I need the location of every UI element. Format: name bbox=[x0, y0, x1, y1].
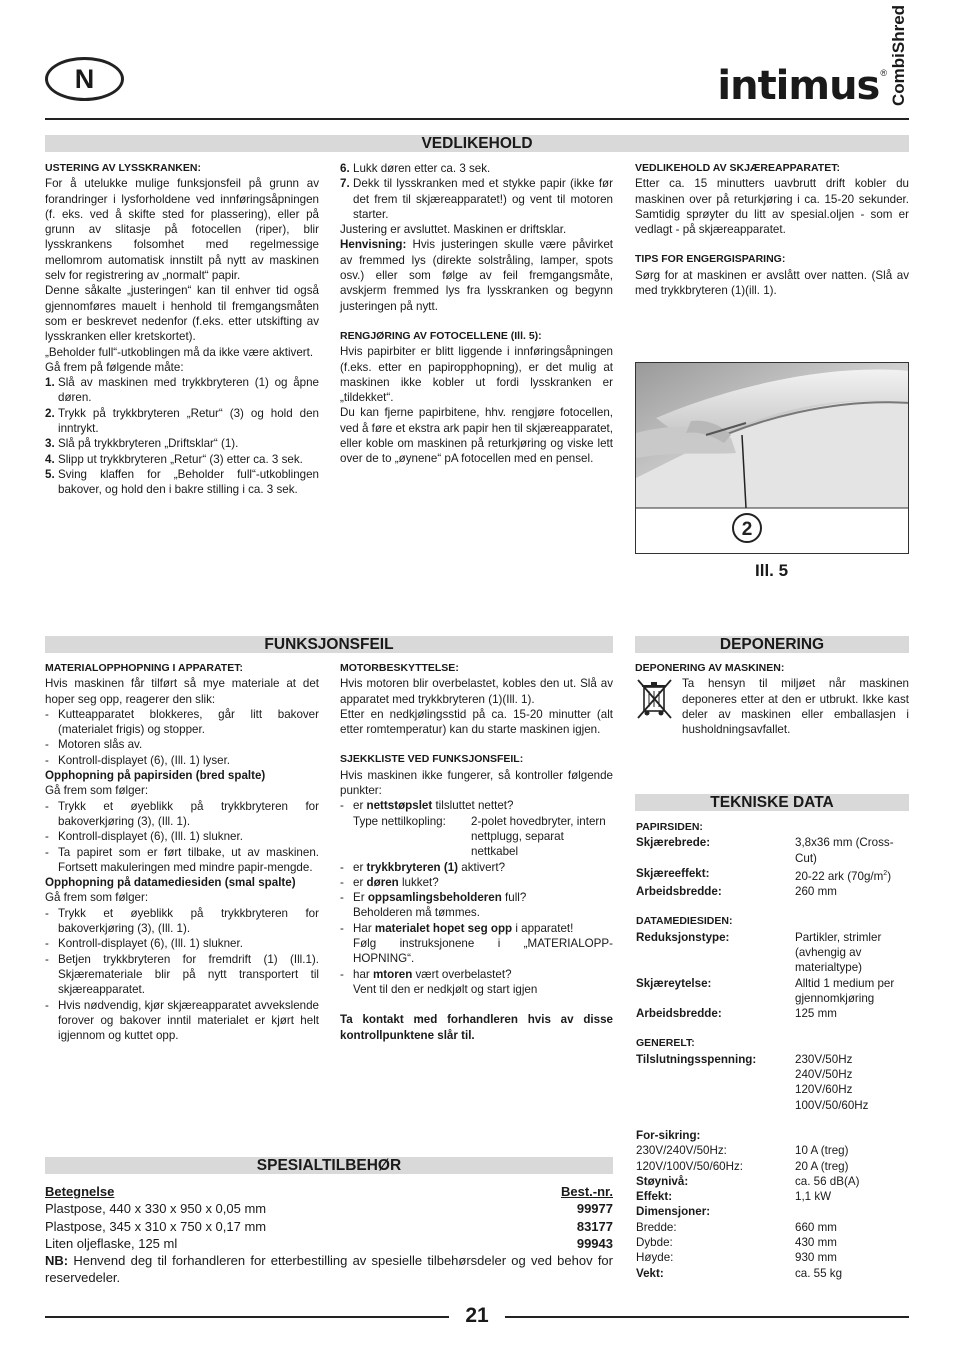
list-item: - Kontroll-displayet (6), (Ill. 1) lyser. bbox=[45, 753, 231, 767]
connection-type: Type nettilkopling: 2-polet hovedbryter, intern nettplugg, separat nettkabel bbox=[353, 814, 606, 859]
subheading: MATERIALOPPHOPNING I APPARATET: bbox=[45, 662, 243, 674]
list-item: 3. Slå på trykkbryteren „Driftsklar“ (1). bbox=[45, 437, 239, 451]
funksjonsfeil-column-1 bbox=[45, 661, 319, 1043]
checklist-item: - er trykkbryteren (1) aktivert? bbox=[340, 860, 506, 874]
reorder-note: NB: Henvend deg til forhandleren for etterbestilling av spesielle tilbehørsdeler og ved behov for reservedeler. bbox=[45, 1253, 613, 1286]
paragraph: Hvis maskinen ikke fungerer, så kontroller følgende punkter: bbox=[340, 768, 613, 798]
table-row: Høyde: 930 mm bbox=[636, 1251, 837, 1265]
checklist-item: - Er oppsamlingsbeholderen full? Beholderen må tømmes. bbox=[340, 891, 527, 920]
list-item: - Kutteapparatet blokkeres, går litt bakover (materialet frigis) og stopper. bbox=[45, 707, 319, 737]
paragraph: Gå frem som følger: bbox=[45, 784, 149, 798]
paragraph: Etter en nedkjølingsstid på ca. 15-20 minutter (alt etter romtemperatur) kan du starte maskinen igjen. bbox=[340, 707, 613, 737]
list-item: 5. Sving klaffen for „Beholder full“-utkoblingen bakover, og hold den i bakre stilling i ca. 3 sek. bbox=[45, 467, 319, 497]
table-row: Plastpose, 345 x 310 x 750 x 0,17 mm 83177 bbox=[45, 1218, 613, 1234]
table-row: Liten oljeflaske, 125 ml 99943 bbox=[45, 1235, 613, 1251]
list-item: - Kontroll-displayet (6), (Ill. 1) slukner. bbox=[45, 937, 243, 951]
deponering-content bbox=[635, 661, 909, 737]
list-item: 1. Slå av maskinen med trykkbryteren (1) og åpne døren. bbox=[45, 376, 319, 405]
subheading: GENERELT: bbox=[636, 1037, 695, 1050]
table-row: Tilslutningsspenning: 230V/50Hz 240V/50Hz 120V/60Hz 100V/50/60Hz bbox=[636, 1052, 869, 1112]
illustration-caption: Ill. 5 bbox=[755, 561, 789, 580]
list-item: 6. Lukk døren etter ca. 3 sek. bbox=[340, 162, 491, 175]
table-row: Skjæreytelse: Alltid 1 medium per gjennomkjøring bbox=[636, 976, 895, 1005]
checklist-item: - er nettstøpslet tilsluttet nettet? bbox=[340, 799, 514, 813]
subheading: Opphopning på papirsiden (bred spalte) bbox=[45, 769, 266, 783]
paragraph: Sørg for at maskinen er avslått over natten. (Slå av med trykkbryteren (1)(ill. 1). bbox=[635, 268, 909, 298]
table-row: Arbeidsbredde: 125 mm bbox=[636, 1007, 837, 1021]
list-item: 7. Dekk til lysskranken med et stykke papir (ikke før det frem til skjæreapparatet!) og vent til motoren starter. bbox=[340, 177, 613, 221]
checklist-item: - har mtoren vært overbelastet? Vent til den er nedkjølt og start igjen bbox=[340, 967, 538, 996]
logo-registered-mark: ® bbox=[880, 68, 887, 78]
subheading: MOTORBESKYTTELSE: bbox=[340, 662, 459, 674]
subheading: SJEKKLISTE VED FUNKSJONSFEIL: bbox=[340, 753, 524, 766]
closing-note: Ta kontakt med forhandleren hvis av disse kontrollpunktene slår til. bbox=[340, 1013, 613, 1042]
checklist-item: - Har materialet hopet seg opp i apparatet! Følg instruksjonene i „MATERIALOPP-HOPNING“. bbox=[340, 921, 613, 966]
paragraph: „Beholder full“-utkoblingen må da ikke være aktivert. bbox=[45, 345, 314, 359]
subheading: VEDLIKEHOLD AV SKJÆREAPPARATET: bbox=[635, 162, 840, 174]
table-row: Skjæreeffekt: 20-22 ark $(70g/m^2)$ bbox=[636, 866, 892, 883]
section-heading-deponering: DEPONERING bbox=[635, 636, 909, 653]
section-heading-funksjonsfeil: FUNKSJONSFEIL bbox=[45, 636, 613, 653]
footer-rule-right bbox=[505, 1316, 909, 1318]
table-row: Vekt: ca. 55 kg bbox=[636, 1266, 843, 1280]
crossed-out-wheelie-bin-icon bbox=[635, 677, 675, 721]
paragraph: Justering er avsluttet. Maskinen er driftsklar. bbox=[340, 223, 567, 237]
paragraph: Ta hensyn til miljøet når maskinen deponeres etter at den er utbrukt. Ikke kast deler av maskinen eller emballasjen i husholdningsavfallet. bbox=[682, 677, 909, 737]
subheading: For-sikring: bbox=[636, 1128, 701, 1142]
illustration-5-photo bbox=[635, 362, 909, 554]
table-row: Effekt: 1,1 kW bbox=[636, 1190, 832, 1204]
section-heading-vedlikehold: VEDLIKEHOLD bbox=[45, 135, 909, 152]
table-row: Plastpose, 440 x 330 x 950 x 0,05 mm 99977 bbox=[45, 1201, 613, 1217]
paragraph: Hvis papirbiter er blitt liggende i innføringsåpningen (f.eks. etter en papiropphopning), er det mulig at maskinen ikke kobler ut fordi lysskranken er „tildekket“. bbox=[340, 345, 613, 405]
list-item: 2. Trykk på trykkbryteren „Retur“ (3) og hold den inntrykt. bbox=[45, 406, 319, 436]
paragraph: Etter ca. 15 minutters uavbrutt drift kobler du maskinen over på returkjøring i ca. 15-20 sekunder. Samtidig sprøyter du litt av spesial.oljen - som er vedlagt - på skjæreapparatet. bbox=[635, 177, 909, 237]
list-item: - Betjen trykkbryteren for fremdrift (1) (Ill.1). Skjæremateriale blir på nytt transportert til skjæreapparatet. bbox=[45, 952, 319, 997]
brand-logo bbox=[717, 4, 908, 109]
list-item: - Trykk et øyeblikk på trykkbryteren for bakoverkjøring (3), (Ill. 1). bbox=[45, 799, 319, 828]
table-row: Reduksjonstype: Partikler, strimler (avhengig av materialtype) bbox=[636, 930, 882, 975]
list-item: - Ta papiret som er ført tilbake, ut av maskinen. Fortsett makuleringen med mindre papir-mengde. bbox=[45, 845, 319, 874]
paragraph: Henvisning: Hvis justeringen skulle være påvirket av fremmed lys (direkte solstråling, lamper, spots osv.) eller som følge av feil fremgangsmåte, avskjerm fremmed lys fra lysskranken og begynn justeringen på nytt. bbox=[340, 238, 613, 313]
subheading: Dimensjoner: bbox=[636, 1205, 711, 1219]
callout-number: 2 bbox=[741, 519, 753, 540]
paragraph: Gå frem på følgende måte: bbox=[45, 360, 184, 374]
section-heading-spesialtilbehor: SPESIALTILBEHØR bbox=[45, 1157, 613, 1174]
list-item: 4. Slipp ut trykkbryteren „Retur“ (3) etter ca. 3 sek. bbox=[45, 452, 303, 466]
table-header-row: Betegnelse Best.-nr. bbox=[45, 1184, 613, 1199]
table-row: 230V/240V/50Hz: 10 A (treg) bbox=[636, 1144, 849, 1158]
paragraph: For å utelukke mulige funksjonsfeil på grunn av forandringer i lysforholdene ved innføringsåpningen (f. eks. ved å skifte sted for plassering), eller på grunn av slitasje på fotocellen (riper), blir lysskrankens folsomhet med regelmessige mellomrom automatisk innstilt på nytt av maskinen selv for registrering av „normalt“ papir. bbox=[45, 177, 319, 283]
table-row: Dybde: 430 mm bbox=[636, 1235, 837, 1249]
table-row: 120V/100V/50/60Hz: 20 A (treg) bbox=[636, 1159, 849, 1173]
paragraph: Denne såkalte „justeringen“ kan til enhver tid også gjennomføres mauelt i henhold til fremgangsmåten som er beskrevet nedenfor (f.eks. etter utskifting av lysskranken eller kretskortet). bbox=[45, 284, 319, 344]
list-item: - Motoren slås av. bbox=[45, 738, 143, 752]
table-row: Arbeidsbredde: 260 mm bbox=[636, 885, 837, 899]
table-row: Støynivå: ca. 56 dB(A) bbox=[636, 1174, 860, 1188]
shredder-opening-drawing bbox=[636, 363, 909, 554]
section-heading-tekniske-data: TEKNISKE DATA bbox=[635, 794, 909, 811]
list-item: - Trykk et øyeblikk på trykkbryteren for bakoverkjøring (3), (Ill. 1). bbox=[45, 906, 319, 936]
accessories-table bbox=[45, 1183, 613, 1287]
subheading: DATAMEDIESIDEN: bbox=[636, 915, 733, 928]
technical-data-table bbox=[636, 820, 910, 1281]
table-row: Bredde: 660 mm bbox=[636, 1220, 837, 1234]
vedlikehold-column-1 bbox=[45, 161, 319, 498]
checklist-item: - er døren lukket? bbox=[340, 875, 439, 889]
logo-wordmark: intimus bbox=[717, 63, 880, 109]
logo-product-name: CombiShred bbox=[889, 4, 908, 106]
header-rule bbox=[45, 118, 909, 120]
footer-rule-left bbox=[45, 1316, 449, 1318]
subheading: USTERING AV LYSSKRANKEN: bbox=[45, 162, 201, 174]
page-number: 21 bbox=[465, 1304, 489, 1327]
subheading: DEPONERING AV MASKINEN: bbox=[635, 662, 785, 674]
vedlikehold-column-2 bbox=[340, 161, 613, 467]
paragraph: Gå frem som følger: bbox=[45, 891, 149, 905]
subheading: PAPIRSIDEN: bbox=[636, 821, 703, 833]
subheading: RENGJØRING AV FOTOCELLENE (Ill. 5): bbox=[340, 329, 542, 342]
list-item: - Kontroll-displayet (6), (Ill. 1) slukner. bbox=[45, 830, 243, 844]
subheading: Opphopning på datamediesiden (smal spalte) bbox=[45, 876, 296, 890]
vedlikehold-column-3 bbox=[635, 161, 909, 298]
language-badge: N bbox=[45, 57, 124, 101]
paragraph: Du kan fjerne papirbitene, hhv. rengjøre fotocellen, ved å føre et ekstra ark papir hen til skjæreapparatet, eller koble om maskinen på returkjøring og viske lett over de to „øynene“ pA fotocellen med en pensel. bbox=[340, 406, 613, 466]
list-item: - Hvis nødvendig, kjør skjæreapparatet avvekslende forover og bakover inntil materialet er kjørt helt igjennom og kuttet opp. bbox=[45, 998, 319, 1043]
paragraph: Hvis maskinen får tilført så mye materiale at det hoper seg opp, reagerer den slik: bbox=[45, 677, 319, 706]
subheading: TIPS FOR ENGERGISPARING: bbox=[635, 253, 786, 266]
funksjonsfeil-column-2 bbox=[340, 661, 613, 1043]
table-row: Skjærebrede: 3,8x36 mm (Cross-Cut) bbox=[636, 836, 894, 865]
paragraph: Hvis motoren blir overbelastet, kobles den ut. Slå av apparatet med trykkbryteren (1)(Ill. 1). bbox=[340, 677, 613, 706]
